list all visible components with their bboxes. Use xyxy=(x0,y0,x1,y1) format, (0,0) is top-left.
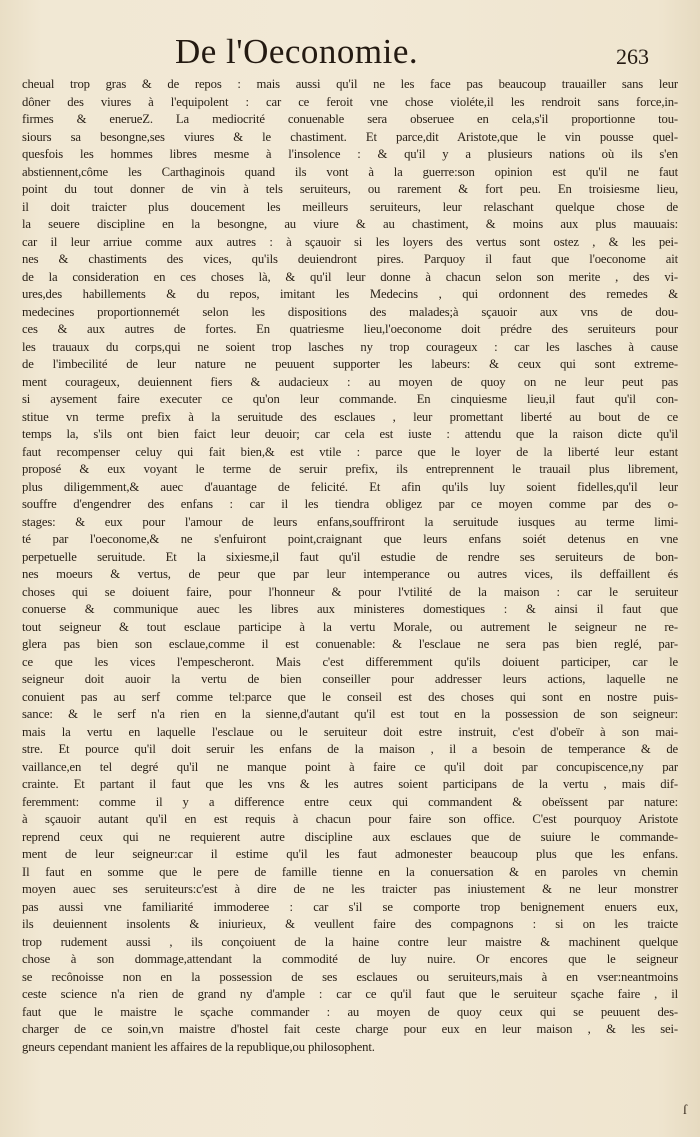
text-line: plus diligemment,& auec d'auantage de felicité. Et afin qu'ils luy soient fidelles,qu'il leur xyxy=(22,479,678,494)
text-line: point du tout donner de vin à tels seruiteurs, ou rarement & fort peu. En troisiesme lieu, xyxy=(22,182,678,196)
text-line: il doit traicter plus doucement les meilleurs seruiteurs, leur relaschant quelque chose de xyxy=(22,199,678,214)
body-text xyxy=(22,76,678,1056)
text-line: siours sa besongne,ses viures & le chastiment. Et parce,dit Aristote,que le vin pousse quel- xyxy=(22,129,678,144)
text-line: tout seigneur & tout esclaue participe à la vertu Morale, ou autrement le seigneur ne re- xyxy=(22,619,678,634)
text-line: quesfois les hommes libres mesme à l'insolence : & qu'il y a plusieurs nations où ils s'en xyxy=(22,147,678,161)
text-line: de la consideration en ces choses là, & qu'il leur donne à chacun selon son merite , des vi- xyxy=(22,269,678,284)
text-line: de l'imbecilité de leur nature ne peuuent supporter les labeurs: & ceux qui sont extreme- xyxy=(22,357,678,371)
text-line: moyen auec ses seruiteurs:c'est à dire de ne les traicter pas iniustement & ne leur monstrer xyxy=(22,882,678,896)
text-line: choses qui se doiuent faire, pour l'honneur & pour l'vtilité de la maison : car le seruiteur xyxy=(22,584,678,599)
text-line: chose à son dommage,attendant la commodité de luy nuire. Or encores que le seigneur xyxy=(22,952,678,966)
text-line: té par l'oeconome,& ne s'enfuiront point,craignant que leurs enfans soiét detenus en vne xyxy=(22,532,678,546)
text-line: perpetuelle seruitude. Et la sixiesme,il faut qu'il estudie de rendre ses seruiteurs de bon- xyxy=(22,549,678,564)
page-number: 263 xyxy=(616,44,649,69)
text-line: gneurs cependant manient les affaires de la republique,ou philosophent. xyxy=(22,1039,375,1054)
text-line: ils deuiennent insolents & iniurieux, & veullent faire des compagnons : si on les traicte xyxy=(22,917,678,931)
text-line: si aysement faire executer ce qu'on leur commande. En cinquiesme lieu,il faut qu'il con- xyxy=(22,392,678,406)
text-line: car il leur arriue comme aux autres : à sçauoir si les loyers des vertus sont ostez , & les pei- xyxy=(22,234,678,249)
text-line: stages: & eux pour l'amour de leurs enfans,souffriront la seruitude iusques au terme limi- xyxy=(22,514,678,529)
text-line: ce que les vices l'empescheront. Mais c'est differemment qu'ils doiuent participer, car le xyxy=(22,654,678,669)
text-line: firmes & enerueZ. La mediocrité conuenable sera obseruee en cela,s'il proportionne tou- xyxy=(22,112,678,126)
text-line: ment courageux, deuiennent fiers & audacieux : au moyen de quoy on ne leur peut pas xyxy=(22,374,678,389)
text-line: crainte. Et partant il faut que les vns & les autres soient participans de la vertu , mais dif- xyxy=(22,777,678,791)
text-line: abstiennent,côme les Carthaginois quand ils vont à la guerre:son opinion est qu'il ne faut xyxy=(22,164,678,179)
text-line: conuerse & communique auec les libres aux ministeres domestiques : & ainsi il faut que xyxy=(22,602,678,616)
text-line: les trauaux du corps,qui ne soient trop lasches ny trop courageux : car les lasches à cause xyxy=(22,339,678,354)
text-line: dôner des viures à l'equipolent : car ce feroit vne chose violéte,il les rendroit sans force,in- xyxy=(22,94,678,109)
text-line: seigneur doit auoir la vertu de bien conseiller pour addresser leurs actions, laquelle ne xyxy=(22,672,678,686)
text-line: se recônoisse non en la possession de ses esclaues ou seruiteurs,mais à en vser:neantmoins xyxy=(22,969,678,984)
text-line: sance: & le serf n'a rien en la sienne,d'autant qu'il est tout en la possession de son seigneur: xyxy=(22,707,678,721)
text-line: faut recompenser celuy qui fait bien,& est vtile : parce que le loyer de la liberté leur estant xyxy=(22,444,678,459)
running-title: De l'Oeconomie. xyxy=(175,32,419,71)
text-line: medecines proportionnemét selon les dispositions des malades;à sçauoir aux vns de dou- xyxy=(22,304,678,319)
page-header xyxy=(0,30,700,76)
text-line: cheual trop gras & de repos : mais aussi qu'il ne les face pas beaucoup trauailler sans leur xyxy=(22,77,678,91)
text-line: ment de leur seigneur:car il estime qu'il les faut admonester beaucoup plus que les enfans. xyxy=(22,847,678,861)
text-line: faut que le maistre le sçache commander : au moyen de quoy ceux qui se peuuent des- xyxy=(22,1004,678,1019)
text-line: nes & chastiments des vices, qu'ils deuiendront pires. Parquoy il faut que l'oeconome ait xyxy=(22,252,678,266)
text-line: temps la, s'ils ont bien faict leur deuoir; car cela est iuste : attendu que la raison dicte qu'il xyxy=(22,427,678,441)
text-line: ures,des habillements & du repos, imitant les Medecins , qui ordonnent des remedes & xyxy=(22,287,678,301)
text-line: nes moeurs & vertus, de peur que par leur intemperance ou autres vices, ils deffaillent és xyxy=(22,567,678,581)
text-line: à sçauoir autant qu'il en est requis à chacun pour faire son office. C'est pourquoy Aristote xyxy=(22,812,678,826)
corner-mark: ſ xyxy=(683,1103,687,1118)
text-line: ces & aux autres de fortes. En quatriesme lieu,l'oeconome doit prédre des seruiteurs pour xyxy=(22,322,678,336)
text-line: glera pas bien son esclaue,comme il est conuenable: & l'esclaue ne sera pas bien reglé, par- xyxy=(22,637,678,651)
text-line: stre. Et pource qu'il doit seruir les enfans de la maison , il a besoin de temperance & de xyxy=(22,742,678,756)
text-line: mais la vertu en laquelle l'esclaue ou le seruiteur doit estre instruit, c'est d'obeïr à son mai- xyxy=(22,724,678,739)
text-line: proposé & eux voyant le terme de seruir prefix, ils entreprennent le trauail plus librement, xyxy=(22,462,678,476)
text-line: pas aussi vne familiarité immoderee : car s'il se comporte trop benignement enuers eux, xyxy=(22,899,678,914)
text-line: feremment: comme il y a difference entre ceux qui commandent & obeïssent par nature: xyxy=(22,794,678,809)
text-line: souffre d'engendrer des enfans : car il les tiendra obligez par ce moyen comme par des o- xyxy=(22,497,678,511)
text-line: vaillance,en tel degré qu'il ne manque point à faire ce qu'il doit par concupiscence,ny par xyxy=(22,759,678,774)
text-line: stitue vn terme prefix à la seruitude des esclaues , leur promettant liberté au bout de ce xyxy=(22,409,678,424)
text-line: trop rudement aussi , ils conçoiuent de la haine contre leur maistre & machinent quelque xyxy=(22,934,678,949)
text-line: la seuere discipline en la besongne, au viure & au chastiment, & moins aux plus mauuais: xyxy=(22,217,678,231)
text-line: conuient pas au serf comme tel:parce que le conseil est des choses qui sont en nostre puis- xyxy=(22,689,678,704)
text-line: ceste science n'a rien de grand ny d'ample : car ce qu'il faut que le seruiteur sçache faire , il xyxy=(22,987,678,1001)
text-line: charger de ce soin,vn maistre d'hostel fait ceste charge pour eux en leur maison , & les sei- xyxy=(22,1022,678,1036)
text-line: Il faut en somme que le pere de famille tienne en la conuersation & en paroles vn chemin xyxy=(22,864,678,879)
text-line: reprend ceux qui ne requierent autre discipline aux esclaues que de suiure le commande- xyxy=(22,829,678,844)
